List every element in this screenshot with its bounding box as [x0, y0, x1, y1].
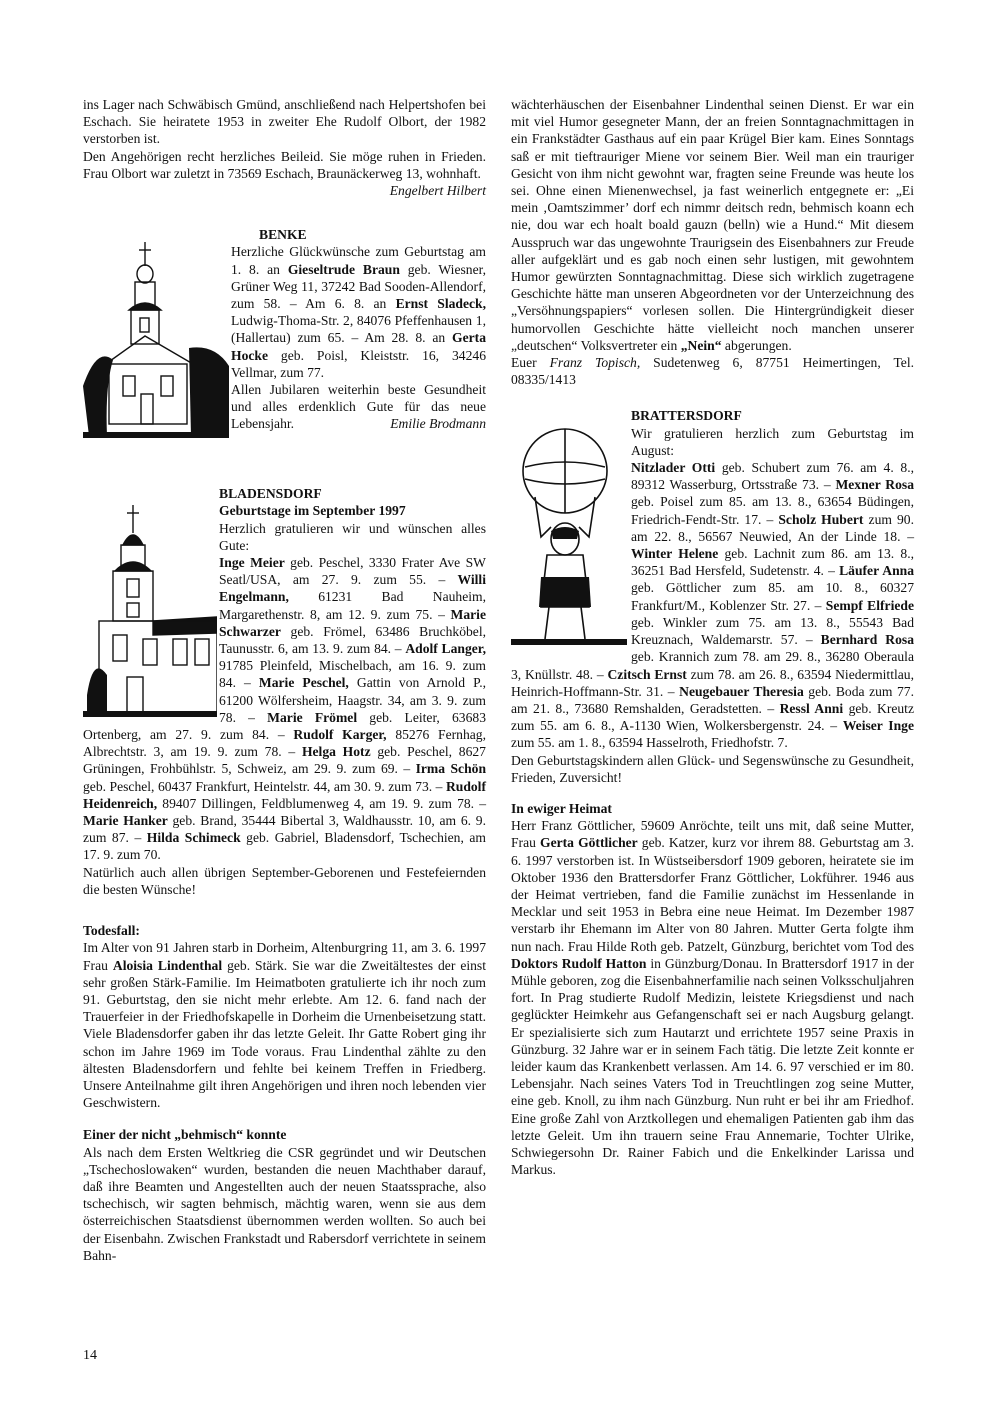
- bladensdorf-birthdays: Inge Meier geb. Peschel, 3330 Frater Ave SW Seatl/USA, am 27. 9. zum 55. – Willi Engelmann, 61231 Bad Nauheim, Margarethenstr. 8, am 12. 9. zum 75. – Marie Schwarzer geb. Frömel, 63486 Bruchköbel, Taunusstr. 6, am 13. 9. zum 84. – Adolf Langer, 91785 Pleinfeld, Mischelbach, am 16. 9. zum 84. – Marie Peschel, Gattin von Arnold P., 61200 Wölfersheim, Haagstr. 34, am 3. 9. zum 78. – Marie Frömel geb. Leiter, 63683 Ortenberg, am 27. 9. zum 84. – Rudolf Karger, 85276 Fernhag, Albrechtstr. 3, am 19. 9. zum 78. – Helga Hotz geb. Peschel, 8627 Grüningen, Frohbühlstr. 5, Schweiz, am 29. 9. zum 69. – Irma Schön geb. Peschel, 60437 Frankfurt, Heintelstr. 44, am 30. 9. zum 73. – Rudolf Heidenreich, 89407 Dillingen, Feldblumenweg 4, am 19. 9. zum 78. – Marie Hanker geb. Brand, 35444 Bibertal 3, Waldhausstr. 10, am 6. 9. zum 87. – Hilda Schimeck geb. Gabriel, Bladensdorf, Tschechien, am 17. 9. zum 70.: [83, 555, 486, 863]
- bladensdorf-intro: Herzlich gratulieren wir und wünschen alles Gute:: [219, 520, 486, 553]
- brattersdorf-statue-illustration: [511, 427, 627, 649]
- benke-birthdays: Herzliche Glückwünsche zum Geburtstag am 1. 8. an Gieseltrude Braun geb. Wiesner, Grüner Weg 11, 37242 Bad Sooden-Allendorf, zum 58. – Am 6. 8. an Ernst Sladeck, Ludwig-Thoma-Str. 2, 84076 Pfeffenhausen 1, (Hallertau) zum 65. – Am 28. 8. an Gerta Hocke geb. Poisl, Kleiststr. 16, 34246 Vellmar, zum 77.: [231, 244, 486, 380]
- heimat-title: In ewiger Heimat: [511, 800, 612, 816]
- bladensdorf-church-illustration: [83, 505, 217, 723]
- death-title: Todesfall:: [83, 923, 140, 939]
- death-section: [83, 922, 486, 1111]
- benke-title: BENKE: [259, 227, 307, 243]
- story-signature: Euer Franz Topisch, Sudetenweg 6, 87751 Heimertingen, Tel. 08335/1413: [511, 355, 915, 388]
- benke-section: [83, 226, 486, 446]
- obituary-continuation: ins Lager nach Schwäbisch Gmünd, anschließend nach Helpertshofen bei Eschach. Sie heiratete 1953 in zweiter Ehe Rudolf Olbort, der 1982 verstorben ist.: [83, 97, 486, 147]
- brattersdorf-birthdays: Nitzlader Otti geb. Schubert zum 76. am 4. 8., 89312 Wasserburg, Ortsstraße 73. – Mexner Rosa geb. Poisel zum 85. am 13. 8., 63654 Büdingen, Friedrich-Fendt-Str. 17. – Scholz Hubert zum 90. am 22. 8., 56567 Neuwied, An der Linde 18. – Winter Helene geb. Lachnit zum 86. am 13. 8., 36251 Bad Hersfeld, Sudetenstr. 4. – Läufer Anna geb. Göttlicher zum 85. am 10. 8., 60327 Frankfurt/M., Koblenzer Str. 27. – Sempf Elfriede geb. Winkler zum 75. am 13. 8., 55543 Bad Kreuznach, Waldemarstr. 57. – Bernhard Rosa geb. Krannich zum 78. am 29. 8., 36280 Oberaula 3, Knüllstr. 48. – Czitsch Ernst zum 78. am 26. 8., 63594 Niedermittlau, Heinrich-Hoffmann-Str. 31. – Neugebauer Theresia geb. Boda zum 77. am 21. 8., 73680 Remshalden, Geradstetten. – Ressl Anni geb. Kreutz zum 55. am 6. 8., A-1130 Wien, Wolkersbergenstr. 24. – Weiser Inge zum 55. am 1. 8., 63594 Hasselroth, Friedhofstr. 7.: [511, 460, 915, 751]
- heimat-text: Herr Franz Göttlicher, 59609 Anröchte, teilt uns mit, daß seine Mutter, Frau Gerta Göttlicher geb. Katzer, kurz vor ihrem 88. Geburtstag am 3. 6. 1997 verstorben ist. In Wüstseibersdorf 1909 geboren, heiratete sie im Oktober 1936 den Brattersdorfer Franz Göttlicher, Lokführer. 1946 aus der Heimat vertrieben, fand die Familie zunächst im Hessenlande in Mecklar und seit 1953 in Bebra eine neue Heimat. Im Dezember 1987 verstarb ihr Ehemann im Alter von 80 Jahren. Mutter Gerta folgte ihm nun nach. Frau Hilde Roth geb. Patzelt, Günzburg, berichtet vom Tod des Doktors Rudolf Hatton in Günzburg/Donau. In Brattersdorf 1917 in der Mühle geboren, zog die Eisenbahnerfamilie nach seinen Volksschuljahren fort. In Prag studierte Rudolf Medizin, leistete Kriegsdienst und nach geglückter Heimkehr aus Gefangenschaft sei er nach Augsburg gelangt. Er spezialisierte sich zum Hautarzt und errichtete 1957 seine Praxis in Günzburg. 32 Jahre war er in seinem Fach tätig. Die letzte Zeit konnte er leider kaum das Krankenbett verlassen. Am 14. 6. 97 verschied er im 80. Lebensjahr. Nach seines Vaters Tod in Treuchtlingen zog seine Mutter, eine geb. Knoll, zu ihm nach Günzburg. Nun ruht er bei ihr am Friedhof. Eine große Zahl von Arztkollegen und ehemaligen Patienten gab ihm das letzte Geleit. Um ihn trauern seine Frau Annemarie, Tochter Ulrike, Schwiegersohn Dr. Rainer Fabich und die Enkelkinder Larissa und Markus.: [511, 818, 915, 1178]
- condolence-text: [83, 148, 486, 199]
- story-continuation: wächterhäuschen der Eisenbahner Lindenthal seinen Dienst. Er war ein mit viel Humor gesegneter Mann, der an freien Sonntagnachmittagen in ein Frankstädter Gasthaus auf ein paar Krügel Bier kam. Eines Sonntags saß er mit tieftrauriger Miene vor seinem Bier. Weil man ein trauriger Gesicht von ihm nicht gewohnt war, fragten seine Freunde was heute los sei. Ohne einen Mienenwechsel, ja fast weinerlich entgegnete er: „Ei mein ‚Oamtszimmer’ dorf ech nimmr deitsch redn, behmisch koann ech nie, dou war ech hoalt boald gauzn (belln) wie a Hund.“ Mit diesem Ausspruch war das ungewohnte Traurigsein des Eisenbahners zur Freude aller aufgeklärt und es gab noch einen sehr lustigen, mit gewohntem Humor gewürzten Sonntagnachmittag. Diese sich wirklich zugetragene Geschichte hätte man unseren Abgeordneten vor der Unterzeichnung des „Versöhnungspapiers“ vorlesen sollen. Die Hintergründigkeit dieser humorvollen Geschichte hätte vielleicht noch manchen unserer „deutschen“ Volksvertreter ein „Nein“ abgerungen.: [511, 97, 914, 353]
- brattersdorf-closing: Den Geburtstagskindern allen Glück- und Segenswünsche zu Gesundheit, Frieden, Zuversicht!: [511, 752, 914, 785]
- bladensdorf-title: BLADENSDORF: [219, 486, 322, 502]
- bladensdorf-subtitle: Geburtstage im September 1997: [219, 503, 406, 519]
- brattersdorf-section: [511, 407, 914, 785]
- brattersdorf-intro: Wir gratulieren herzlich zum Geburtstag im August:: [631, 425, 914, 458]
- left-column: [83, 96, 486, 1264]
- story-section: [83, 1126, 486, 1264]
- benke-signature: Emilie Brodmann: [390, 416, 486, 432]
- story-title: Einer der nicht „behmisch“ konnte: [83, 1127, 287, 1143]
- condolence-body: Den Angehörigen recht herzliches Beileid. Sie möge ruhen in Frieden. Frau Olbort war zuletzt in 73569 Eschach, Braunäckerweg 13, wohnhaft.: [83, 148, 486, 181]
- condolence-signature: Engelbert Hilbert: [389, 183, 486, 199]
- right-column: [511, 96, 914, 1178]
- brattersdorf-title: BRATTERSDORF: [631, 408, 742, 424]
- bladensdorf-closing: Natürlich auch allen übrigen September-Geborenen und Festefeiernden die besten Wünsche!: [83, 864, 486, 897]
- death-text: Im Alter von 91 Jahren starb in Dorheim, Altenburgring 11, am 3. 6. 1997 Frau Aloisia Lindenthal geb. Stärk. Sie war die Zweitältestes der einst sehr großen Stärk-Familie. Im Heimatboten gratulierte ich ihr noch zum 91. Geburtstag, den sie nicht mehr erlebte. Am 12. 6. fand nach der Trauerfeier in der Friedhofskapelle in Dorheim die Urnenbeisetzung statt. Viele Bladensdorfer gaben ihr das letzte Geleit. Ihr Gatte Robert ging ihr schon im Jahre 1969 im Tode voraus. Frau Lindenthal zählte zu den ältesten Bladensdorfern und fehlte bei keinem Treffen in Friedberg. Unsere Anteilnahme gilt ihren Angehörigen und ihren noch lebenden vier Geschwistern.: [83, 940, 486, 1111]
- benke-closing: Allen Jubilaren weiterhin beste Gesundheit und alles erdenklich Gute für das neue Lebensjahr. Emilie Brodmann: [231, 382, 486, 432]
- benke-chapel-illustration: [83, 236, 229, 446]
- story-text: Als nach dem Ersten Weltkrieg die CSR gegründet und wir Deutschen „Tschechoslowaken“ wurden, bestanden die neuen Machthaber darauf, daß ihre Beamten und Angestellten auch der neuen Staatssprache, also tschechisch, wir sagten behmisch, mächtig waren, wenn sie aus dem österreichischen Staatsdienst übernommen werden wollten. So auch bei der Eisenbahn. Zwischen Frankstadt und Rabersdorf verrichtete in seinem Bahn-: [83, 1144, 486, 1263]
- page-number: 14: [83, 1348, 97, 1363]
- heimat-section: [511, 800, 914, 1178]
- bladensdorf-section: [83, 485, 486, 898]
